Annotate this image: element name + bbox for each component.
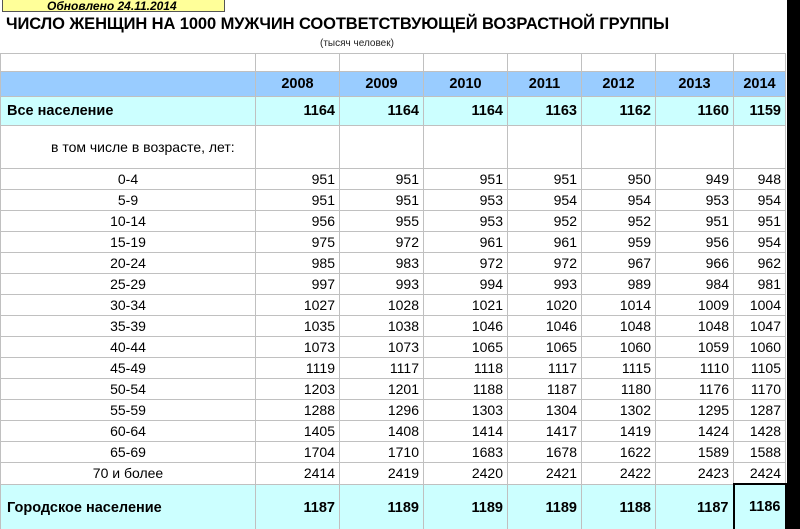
cell-value[interactable]: 994 xyxy=(424,274,508,295)
cell-value[interactable]: 952 xyxy=(582,211,656,232)
age-group-label[interactable]: 20-24 xyxy=(1,253,256,274)
subheading-row xyxy=(1,126,786,169)
year-header-2011[interactable]: 2011 xyxy=(508,72,582,97)
urban-value[interactable]: 1188 xyxy=(582,484,656,529)
cell-value[interactable]: 1408 xyxy=(340,421,424,442)
cell-value[interactable]: 1678 xyxy=(508,442,582,463)
year-header-2010[interactable]: 2010 xyxy=(424,72,508,97)
cell-value[interactable]: 1304 xyxy=(508,400,582,421)
urban-value[interactable]: 1187 xyxy=(656,484,734,529)
cell-value[interactable]: 1428 xyxy=(734,421,786,442)
cell-value[interactable]: 954 xyxy=(734,190,786,211)
cell-value[interactable]: 953 xyxy=(656,190,734,211)
total-value[interactable]: 1164 xyxy=(340,97,424,126)
cell-value[interactable]: 1201 xyxy=(340,379,424,400)
table-row xyxy=(1,442,786,463)
year-header-2008[interactable]: 2008 xyxy=(256,72,340,97)
cell-value[interactable]: 1047 xyxy=(734,316,786,337)
total-label[interactable]: Все население xyxy=(1,97,256,126)
cell-value[interactable]: 1296 xyxy=(340,400,424,421)
cell-value[interactable]: 1027 xyxy=(256,295,340,316)
cell-value[interactable]: 981 xyxy=(734,274,786,295)
age-group-label[interactable]: 65-69 xyxy=(1,442,256,463)
total-value[interactable]: 1164 xyxy=(256,97,340,126)
cell-value[interactable]: 959 xyxy=(582,232,656,253)
cell-value[interactable]: 1170 xyxy=(734,379,786,400)
cell-value[interactable]: 954 xyxy=(734,232,786,253)
age-group-label[interactable]: 45-49 xyxy=(1,358,256,379)
cell-value[interactable]: 2414 xyxy=(256,463,340,485)
cell-value[interactable]: 993 xyxy=(340,274,424,295)
cell-value[interactable]: 951 xyxy=(340,190,424,211)
table-row xyxy=(1,316,786,337)
cell-value[interactable]: 1065 xyxy=(508,337,582,358)
page-subtitle: (тысяч человек) xyxy=(320,38,394,49)
cell-value[interactable]: 1060 xyxy=(734,337,786,358)
cell-value[interactable]: 1046 xyxy=(508,316,582,337)
cell-value[interactable]: 955 xyxy=(340,211,424,232)
age-group-label[interactable]: 60-64 xyxy=(1,421,256,442)
cell-value[interactable]: 1046 xyxy=(424,316,508,337)
cell-value[interactable]: 954 xyxy=(582,190,656,211)
cell-value[interactable]: 956 xyxy=(656,232,734,253)
cell-value[interactable]: 1020 xyxy=(508,295,582,316)
age-group-label[interactable]: 50-54 xyxy=(1,379,256,400)
cell-value[interactable]: 1417 xyxy=(508,421,582,442)
cell-value[interactable]: 1710 xyxy=(340,442,424,463)
cell-value[interactable]: 993 xyxy=(508,274,582,295)
cell-value[interactable]: 1038 xyxy=(340,316,424,337)
total-row xyxy=(1,97,786,126)
cell-value[interactable]: 2421 xyxy=(508,463,582,485)
cell-value[interactable]: 972 xyxy=(508,253,582,274)
page-title: ЧИСЛО ЖЕНЩИН НА 1000 МУЖЧИН СООТВЕТСТВУЮЩЕЙ ВОЗРАСТНОЙ ГРУППЫ xyxy=(6,15,670,33)
cell-value[interactable]: 967 xyxy=(582,253,656,274)
year-header-2012[interactable]: 2012 xyxy=(582,72,656,97)
cell-value[interactable]: 962 xyxy=(734,253,786,274)
age-group-label[interactable]: 10-14 xyxy=(1,211,256,232)
cell-value[interactable]: 972 xyxy=(424,253,508,274)
total-value[interactable]: 1162 xyxy=(582,97,656,126)
cell-value[interactable]: 1302 xyxy=(582,400,656,421)
cell-value[interactable]: 966 xyxy=(656,253,734,274)
data-table xyxy=(0,53,787,529)
cell-value[interactable]: 1105 xyxy=(734,358,786,379)
cell-value[interactable]: 1287 xyxy=(734,400,786,421)
cell-value[interactable]: 1405 xyxy=(256,421,340,442)
cell-value[interactable]: 1588 xyxy=(734,442,786,463)
table-row xyxy=(1,169,786,190)
cell-value[interactable]: 953 xyxy=(424,211,508,232)
cell-value[interactable]: 1073 xyxy=(256,337,340,358)
cell-value[interactable]: 1203 xyxy=(256,379,340,400)
table-row xyxy=(1,337,786,358)
cell-value[interactable]: 1065 xyxy=(424,337,508,358)
total-value[interactable]: 1160 xyxy=(656,97,734,126)
cell-value[interactable]: 952 xyxy=(508,211,582,232)
cell-value[interactable]: 1180 xyxy=(582,379,656,400)
table-row xyxy=(1,295,786,316)
urban-value[interactable]: 1187 xyxy=(256,484,340,529)
cell-value[interactable]: 985 xyxy=(256,253,340,274)
age-group-label[interactable]: 15-19 xyxy=(1,232,256,253)
updated-note: Обновлено 24.11.2014 xyxy=(2,0,225,12)
cell-value[interactable]: 1014 xyxy=(582,295,656,316)
cell-value[interactable]: 997 xyxy=(256,274,340,295)
age-group-label[interactable]: 30-34 xyxy=(1,295,256,316)
cell-value[interactable]: 984 xyxy=(656,274,734,295)
cell-value[interactable]: 1188 xyxy=(424,379,508,400)
age-group-label[interactable]: 40-44 xyxy=(1,337,256,358)
total-value[interactable]: 1163 xyxy=(508,97,582,126)
cell-value[interactable]: 951 xyxy=(256,190,340,211)
cell-value[interactable]: 1419 xyxy=(582,421,656,442)
cell-value[interactable]: 1295 xyxy=(656,400,734,421)
urban-value[interactable]: 1189 xyxy=(424,484,508,529)
cell-value[interactable]: 951 xyxy=(656,211,734,232)
cell-value[interactable]: 1110 xyxy=(656,358,734,379)
cell-value[interactable]: 1118 xyxy=(424,358,508,379)
age-group-label[interactable]: 55-59 xyxy=(1,400,256,421)
cell-value[interactable]: 1117 xyxy=(340,358,424,379)
cell-value[interactable]: 1048 xyxy=(656,316,734,337)
cell-value[interactable]: 1021 xyxy=(424,295,508,316)
cell-value[interactable]: 1115 xyxy=(582,358,656,379)
year-header-2013[interactable]: 2013 xyxy=(656,72,734,97)
cell-value[interactable]: 949 xyxy=(656,169,734,190)
cell-value[interactable]: 951 xyxy=(508,169,582,190)
cell-value[interactable]: 1187 xyxy=(508,379,582,400)
cell-value[interactable]: 1009 xyxy=(656,295,734,316)
cell-value[interactable]: 2423 xyxy=(656,463,734,485)
cell-value[interactable]: 1288 xyxy=(256,400,340,421)
cell-value[interactable]: 2419 xyxy=(340,463,424,485)
cell-value[interactable]: 954 xyxy=(508,190,582,211)
table-row xyxy=(1,274,786,295)
table-row xyxy=(1,232,786,253)
table-row xyxy=(1,190,786,211)
cell-value[interactable]: 989 xyxy=(582,274,656,295)
urban-value[interactable]: 1189 xyxy=(340,484,424,529)
urban-value[interactable]: 1186 xyxy=(734,484,786,529)
subheading-label[interactable]: в том числе в возрасте, лет: xyxy=(1,126,256,169)
cell-value[interactable]: 961 xyxy=(424,232,508,253)
age-group-label[interactable]: 35-39 xyxy=(1,316,256,337)
cell-value[interactable]: 983 xyxy=(340,253,424,274)
cell-value[interactable]: 1048 xyxy=(582,316,656,337)
year-header-2009[interactable]: 2009 xyxy=(340,72,424,97)
cell-value[interactable]: 2424 xyxy=(734,463,786,485)
cell-value[interactable]: 1028 xyxy=(340,295,424,316)
cell-value[interactable]: 950 xyxy=(582,169,656,190)
cell-value[interactable]: 1073 xyxy=(340,337,424,358)
cell-value[interactable]: 1059 xyxy=(656,337,734,358)
cell-value[interactable]: 2422 xyxy=(582,463,656,485)
age-group-label[interactable]: 25-29 xyxy=(1,274,256,295)
cell-value[interactable]: 961 xyxy=(508,232,582,253)
cell-value[interactable]: 948 xyxy=(734,169,786,190)
table-row xyxy=(1,400,786,421)
total-value[interactable]: 1159 xyxy=(734,97,786,126)
cell-value[interactable]: 972 xyxy=(340,232,424,253)
urban-label[interactable]: Городское население xyxy=(1,484,256,529)
urban-row xyxy=(1,484,786,529)
cell-value[interactable]: 951 xyxy=(424,169,508,190)
cell-value[interactable]: 1704 xyxy=(256,442,340,463)
cell-value[interactable]: 1117 xyxy=(508,358,582,379)
cell-value[interactable]: 1414 xyxy=(424,421,508,442)
cell-value[interactable]: 951 xyxy=(340,169,424,190)
cell-value[interactable]: 1176 xyxy=(656,379,734,400)
cell-value[interactable]: 1004 xyxy=(734,295,786,316)
table-row xyxy=(1,358,786,379)
blank-row xyxy=(1,54,786,72)
cell-value[interactable]: 1119 xyxy=(256,358,340,379)
age-group-label[interactable]: 0-4 xyxy=(1,169,256,190)
cell-value[interactable]: 1035 xyxy=(256,316,340,337)
cell-value[interactable]: 956 xyxy=(256,211,340,232)
cell-value[interactable]: 1683 xyxy=(424,442,508,463)
cell-value[interactable]: 951 xyxy=(256,169,340,190)
table-row xyxy=(1,463,786,485)
cell-value[interactable]: 953 xyxy=(424,190,508,211)
cell-value[interactable]: 1303 xyxy=(424,400,508,421)
cell-value[interactable]: 975 xyxy=(256,232,340,253)
table-row xyxy=(1,379,786,400)
header-row xyxy=(1,72,786,97)
header-cell-stub[interactable] xyxy=(1,72,256,97)
cell-value[interactable]: 1622 xyxy=(582,442,656,463)
cell-value[interactable]: 1589 xyxy=(656,442,734,463)
year-header-2014[interactable]: 2014 xyxy=(734,72,786,97)
age-group-label[interactable]: 70 и более xyxy=(1,463,256,485)
age-group-label[interactable]: 5-9 xyxy=(1,190,256,211)
cell-value[interactable]: 1424 xyxy=(656,421,734,442)
table-row xyxy=(1,211,786,232)
cell-value[interactable]: 1060 xyxy=(582,337,656,358)
total-value[interactable]: 1164 xyxy=(424,97,508,126)
urban-value[interactable]: 1189 xyxy=(508,484,582,529)
table-row xyxy=(1,421,786,442)
table-row xyxy=(1,253,786,274)
cell-value[interactable]: 2420 xyxy=(424,463,508,485)
cell-value[interactable]: 951 xyxy=(734,211,786,232)
